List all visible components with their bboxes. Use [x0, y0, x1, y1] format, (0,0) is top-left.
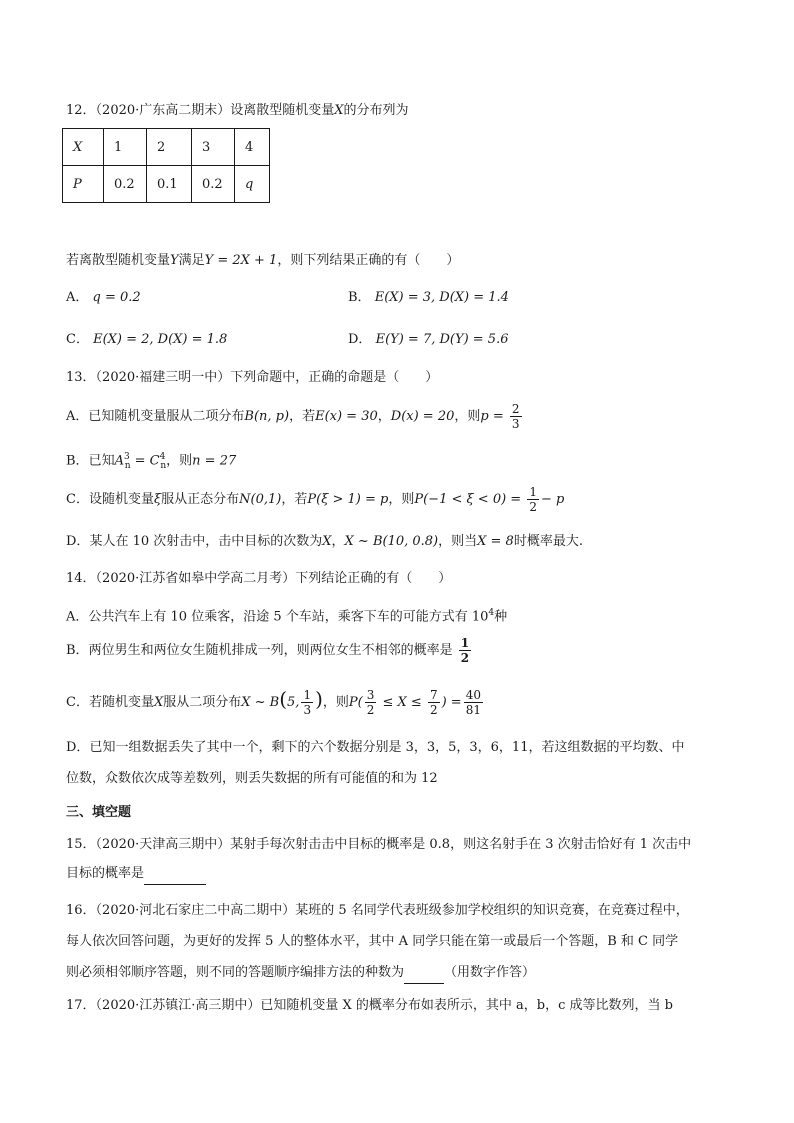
q13-option-a: A．已知随机变量服从二项分布B(n, p)，若E(x) = 30，D(x) = 20，则p = $\frac{2}{3}$	[66, 402, 520, 431]
table-cell: 4	[235, 129, 270, 166]
fraction: $\frac{1}{2}$	[460, 636, 470, 665]
q12-option-b: B． E(X) = 3, D(X) = 1.4	[348, 290, 509, 305]
q12-option-d: D． E(Y) = 7, D(Y) = 5.6	[348, 332, 509, 347]
table-row	[63, 129, 270, 166]
q14-option-c: C．若随机变量X服从二项分布X ~ B(5, $\frac{1}{3}$ )，则P( $\frac{3}{2}$ ≤ X ≤ $\frac{7}{2}$ ) = $\frac{40}{81}$	[66, 687, 481, 717]
q15-line1: 15．（2020·天津高三期中）某射手每次射击击中目标的概率是 0.8，则这名射手在 3 次射击恰好有 1 次击中	[66, 837, 692, 852]
q12-distribution-table	[62, 128, 270, 203]
fraction: $\frac{7}{2}$	[429, 688, 438, 717]
q16-line1: 16．（2020·河北石家庄二中高二期中）某班的 5 名同学代表班级参加学校组织的知识竞赛，在竞赛过程中，	[66, 903, 689, 918]
table-cell: 0.2	[104, 166, 147, 203]
q12-stem: 12．（2020·广东高二期末）设离散型随机变量X的分布列为	[66, 103, 409, 118]
q16-line2: 每人依次回答问题，为更好的发挥 5 人的整体水平，其中 A 同学只能在第一或最后一个答题，B 和 C 同学	[66, 934, 679, 949]
table-cell: P	[63, 166, 104, 203]
q16-line3: 则必须相邻顺序答题，则不同的答题顺序编排方法的种数为 （用数字作答）	[66, 963, 535, 984]
table-cell: 1	[104, 129, 147, 166]
table-row	[63, 166, 270, 203]
q14-option-d-line1: D．已知一组数据丢失了其中一个，剩下的六个数据分别是 3，3，5，3，6，11，若这组数据的平均数、中	[66, 740, 685, 755]
q14-option-a: A．公共汽车上有 10 位乘客，沿途 5 个车站，乘客下车的可能方式有 $10^4$种	[66, 608, 508, 625]
table-cell: 0.1	[147, 166, 192, 203]
fraction: $\frac{2}{3}$	[511, 402, 520, 431]
fraction: $\frac{3}{2}$	[366, 688, 375, 717]
q12-option-a: A． q = 0.2	[66, 290, 141, 305]
q13-option-c: C．设随机变量ξ服从正态分布N(0,1)，若P(ξ > 1) = p，则P(−1 < ξ < 0) = $\frac{1}{2}$ − p	[66, 485, 565, 514]
fraction: $\frac{40}{81}$	[465, 688, 481, 717]
answer-blank[interactable]	[144, 864, 206, 885]
q13-stem: 13．（2020·福建三明一中）下列命题中，正确的命题是（ ）	[66, 370, 439, 385]
q14-stem: 14．（2020·江苏省如皋中学高二月考）下列结论正确的有（ ）	[66, 571, 452, 586]
q12-option-c: C． E(X) = 2, D(X) = 1.8	[66, 332, 228, 347]
q17-line1: 17．（2020·江苏镇江·高三期中）已知随机变量 X 的概率分布如表所示，其中 a，b，c 成等比数列，当 b	[66, 998, 673, 1013]
answer-blank[interactable]	[404, 963, 444, 984]
fraction: $\frac{1}{3}$	[303, 688, 312, 717]
q13-option-b: B．已知$A^3_n = C^4_n$，则n = 27	[66, 452, 237, 471]
q15-line2: 目标的概率是	[66, 864, 206, 885]
q14-option-d-line2: 位数，众数依次成等差数列，则丢失数据的所有可能值的和为 12	[66, 771, 438, 786]
table-cell: 0.2	[192, 166, 235, 203]
section-heading: 三、填空题	[66, 805, 132, 820]
table-cell: 2	[147, 129, 192, 166]
q12-condition: 若离散型随机变量Y满足Y = 2X + 1，则下列结果正确的有（ ）	[66, 253, 460, 268]
q14-option-b: B．两位男生和两位女生随机排成一列，则两位女生不相邻的概率是 $\frac{1}{2}$	[66, 636, 470, 665]
table-cell: 3	[192, 129, 235, 166]
fraction: $\frac{1}{2}$	[529, 485, 537, 514]
table-cell: q	[235, 166, 270, 203]
table-cell: X	[63, 129, 104, 166]
q13-option-d: D．某人在 10 次射击中，击中目标的次数为X，X ~ B(10, 0.8)，则当X = 8时概率最大.	[66, 534, 583, 549]
